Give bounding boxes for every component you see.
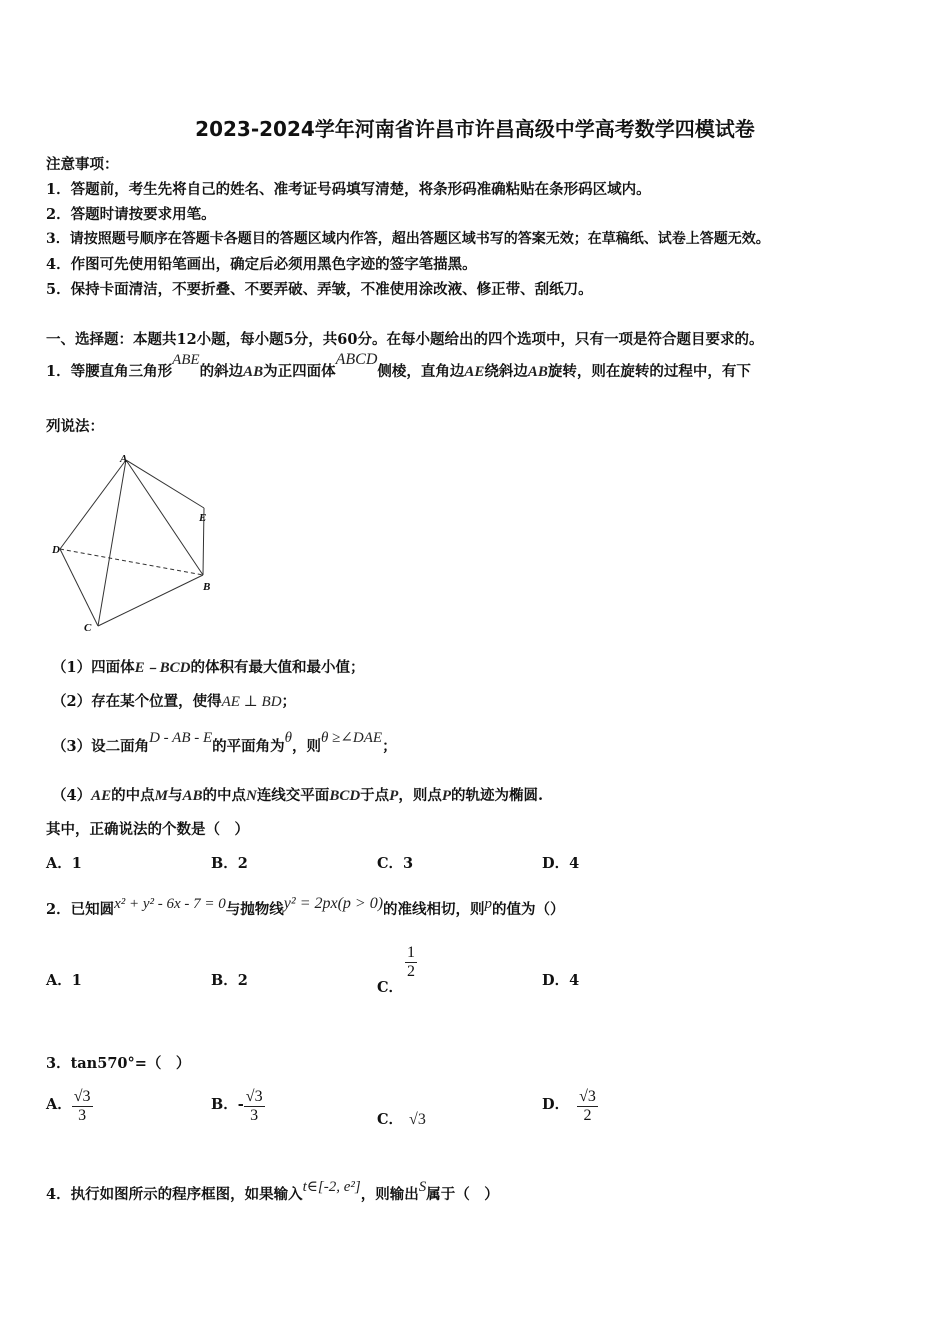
notice-item: 1．答题前，考生先将自己的姓名、准考证号码填写清楚，将条形码准确粘贴在条形码区域内。 — [46, 181, 651, 198]
label-c: C — [84, 622, 92, 634]
q1-ask: 其中，正确说法的个数是（ ） — [46, 821, 249, 838]
edge-db-hidden — [60, 549, 203, 575]
section-heading: 一、选择题：本题共12小题，每小题5分，共60分。在每小题给出的四个选项中，只有一项是符合题目要求的。 — [46, 331, 764, 348]
edge-dc — [60, 549, 98, 626]
label-a: A — [120, 453, 128, 465]
q2-option-c: C． $\frac{1}{2}$ — [377, 944, 416, 996]
q1-statement-1: （1）四面体E﹣BCD的体积有最大值和最小值； — [52, 659, 365, 676]
q2-option-a: A．1 — [46, 972, 82, 989]
question-2-stem: 2．已知圆x² + y² - 6x - 7 = 0与抛物线y² = 2px(p > 0)的准线相切，则p的值为（） — [46, 895, 565, 918]
q1-option-a: A．1 — [46, 855, 82, 872]
edge-ac — [98, 460, 126, 626]
q1-statement-2: （2）存在某个位置，使得AE ⊥ BD； — [52, 693, 297, 710]
q1-option-d: D．4 — [542, 855, 580, 872]
question-4-stem: 4．执行如图所示的程序框图，如果输入t∈[-2, e²]，则输出S属于（ ） — [46, 1179, 499, 1203]
q2-option-b: B．2 — [211, 972, 248, 989]
edge-ae — [126, 460, 204, 508]
q1-option-b: B．2 — [211, 855, 248, 872]
notice-item: 4．作图可先使用铅笔画出，确定后必须用黑色字迹的签字笔描黑。 — [46, 256, 477, 273]
q3-option-b: B．- $\frac{√3}{3}$ — [211, 1088, 263, 1124]
question-3-stem: 3．tan570°=（ ） — [46, 1055, 191, 1072]
label-d: D — [52, 544, 60, 556]
q1-statement-3: （3）设二面角D - AB - E的平面角为θ，则θ ≥∠DAE； — [52, 730, 397, 755]
q1-option-c: C．3 — [377, 855, 414, 872]
edge-ab — [126, 460, 203, 575]
label-b: B — [203, 581, 211, 593]
question-1-stem: 1．等腰直角三角形ABE的斜边AB为正四面体ABCD侧棱，直角边AE绕斜边AB旋转，则在旋转的过程中，有下 — [46, 351, 751, 380]
edge-ad — [60, 460, 126, 549]
page-title: 2023-2024学年河南省许昌市许昌高级中学高考数学四模试卷 — [195, 117, 755, 141]
notice-item: 2．答题时请按要求用笔。 — [46, 206, 216, 223]
label-e: E — [199, 512, 207, 524]
q1-statement-4: （4）AE的中点M与AB的中点N连线交平面BCD于点P，则点P的轨迹为椭圆. — [52, 787, 544, 804]
notice-item: 3．请按照题号顺序在答题卡各题目的答题区域内作答，超出答题区域书写的答案无效；在草稿纸、试卷上答题无效。 — [46, 231, 770, 247]
tetrahedron-figure — [46, 450, 221, 635]
notice-heading: 注意事项： — [46, 156, 119, 173]
edge-cb — [98, 575, 203, 626]
q2-option-d: D．4 — [542, 972, 580, 989]
q3-option-a: A． $\frac{√3}{3}$ — [46, 1088, 91, 1124]
q3-option-d: D． $\frac{√3}{2}$ — [542, 1088, 596, 1124]
question-1-stem-cont: 列说法： — [46, 418, 104, 435]
q3-option-c: C． √3 — [377, 1111, 426, 1128]
notice-item: 5．保持卡面清洁，不要折叠、不要弄破、弄皱，不准使用涂改液、修正带、刮纸刀。 — [46, 281, 593, 298]
